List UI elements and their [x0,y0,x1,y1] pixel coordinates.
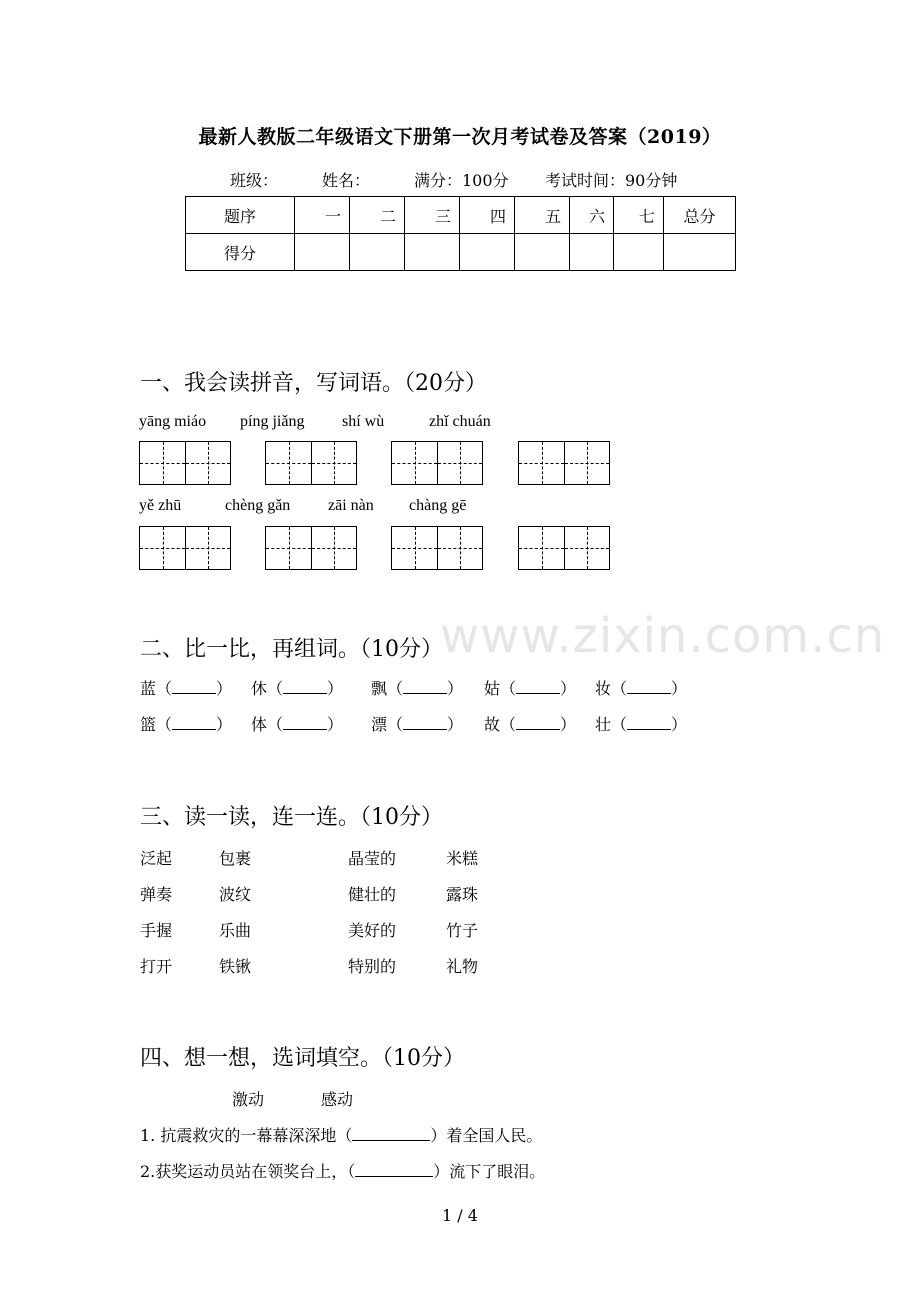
grid-cell[interactable] [564,442,609,484]
question-text: 1. 抗震救灾的一幕幕深深地（ [140,1126,353,1145]
match-word[interactable]: 特别的 [348,957,397,976]
score-header-cell: 二 [350,197,405,234]
answer-blank[interactable] [172,715,216,730]
match-word[interactable]: 健壮的 [348,885,397,904]
name-label: 姓名： [322,171,371,190]
score-table-score-row [186,234,736,271]
match-word[interactable]: 露珠 [446,885,479,904]
score-header-cell: 五 [515,197,570,234]
score-header-cell: 一 [295,197,350,234]
match-word[interactable]: 米糕 [446,849,479,868]
match-word[interactable]: 波纹 [219,885,252,904]
writing-grid[interactable] [139,526,231,570]
match-word[interactable]: 打开 [140,957,173,976]
match-word[interactable]: 晶莹的 [348,849,397,868]
writing-grid[interactable] [391,441,483,485]
question-text: ）流下了眼泪。 [433,1162,546,1181]
compare-char: 妆 [595,679,612,698]
class-label: 班级： [230,171,279,190]
word-option: 感动 [321,1090,354,1109]
question-text: ）着全国人民。 [430,1126,543,1145]
grid-cell[interactable] [564,527,609,569]
writing-grid[interactable] [265,526,357,570]
writing-grid[interactable] [518,526,610,570]
answer-blank[interactable] [627,715,671,730]
score-input-cell[interactable] [350,234,405,271]
compare-item: 漂（ ） [371,715,464,734]
compare-char: 壮 [595,715,612,734]
writing-grid[interactable] [265,441,357,485]
score-input-cell[interactable] [460,234,515,271]
score-input-cell[interactable] [664,234,736,271]
compare-char: 漂 [371,715,388,734]
compare-char: 休 [251,679,268,698]
question-text: 2.获奖运动员站在领奖台上，（ [140,1162,356,1181]
answer-blank[interactable] [516,715,560,730]
compare-char: 故 [484,715,501,734]
pinyin-label: píng jiǎng [240,413,305,430]
match-word[interactable]: 礼物 [446,957,479,976]
page-number: 1 / 4 [442,1206,478,1225]
answer-blank[interactable] [627,679,671,694]
match-word[interactable]: 竹子 [446,921,479,940]
compare-item: 篮（ ） [140,715,233,734]
score-header-cell: 四 [460,197,515,234]
answer-blank[interactable] [352,1126,430,1141]
section2-heading: 二、比一比，再组词。（10分） [140,637,443,662]
match-word[interactable]: 乐曲 [219,921,252,940]
match-word[interactable]: 包裹 [219,849,252,868]
compare-char: 体 [251,715,268,734]
answer-blank[interactable] [355,1162,433,1177]
question-2 [140,1159,545,1182]
score-input-cell[interactable] [570,234,614,271]
grid-cell[interactable] [185,442,230,484]
match-word[interactable]: 弹奏 [140,885,173,904]
answer-blank[interactable] [403,679,447,694]
writing-grid[interactable] [518,441,610,485]
compare-item: 妆（ ） [595,679,688,698]
grid-cell[interactable] [311,527,356,569]
answer-blank[interactable] [516,679,560,694]
page-title: 最新人教版二年级语文下册第一次月考试卷及答案（2019） [198,126,722,148]
score-header-cell: 题序 [186,197,295,234]
question-1 [140,1123,542,1146]
score-header-cell: 七 [614,197,664,234]
pinyin-label: yāng miáo [139,413,207,430]
answer-blank[interactable] [172,679,216,694]
grid-cell[interactable] [266,527,311,569]
grid-cell[interactable] [437,442,482,484]
compare-char: 篮 [140,715,157,734]
grid-cell[interactable] [311,442,356,484]
writing-grid[interactable] [391,526,483,570]
full-score-label: 满分：100分 [414,171,509,190]
compare-item: 体（ ） [251,715,344,734]
grid-cell[interactable] [185,527,230,569]
section1-heading: 一、我会读拼音，写词语。（20分） [140,371,487,396]
compare-item: 姑（ ） [484,679,577,698]
word-option: 激动 [232,1090,265,1109]
grid-cell[interactable] [392,527,437,569]
answer-blank[interactable] [403,715,447,730]
score-input-cell[interactable] [405,234,460,271]
compare-item: 休（ ） [251,679,344,698]
pinyin-label: shí wù [342,413,385,430]
match-word[interactable]: 铁锹 [219,957,252,976]
match-word[interactable]: 手握 [140,921,173,940]
score-row-label: 得分 [186,234,295,271]
compare-char: 蓝 [140,679,157,698]
pinyin-label: yě zhū [139,497,182,514]
grid-cell[interactable] [140,442,185,484]
answer-blank[interactable] [283,715,327,730]
score-header-cell: 六 [570,197,614,234]
grid-cell[interactable] [392,442,437,484]
compare-item: 壮（ ） [595,715,688,734]
score-table [185,196,736,271]
watermark: www.zixin.com.cn [440,608,886,664]
compare-item: 蓝（ ） [140,679,233,698]
grid-cell[interactable] [266,442,311,484]
grid-cell[interactable] [140,527,185,569]
grid-cell[interactable] [519,442,564,484]
match-word[interactable]: 美好的 [348,921,397,940]
score-input-cell[interactable] [295,234,350,271]
section4-heading: 四、想一想，选词填空。（10分） [140,1046,465,1071]
pinyin-label: zhǐ chuán [429,413,491,430]
score-table-header-row [186,197,736,234]
compare-char: 姑 [484,679,501,698]
writing-grid[interactable] [139,441,231,485]
answer-blank[interactable] [283,679,327,694]
score-header-cell: 总分 [664,197,736,234]
compare-char: 飘 [371,679,388,698]
match-word[interactable]: 泛起 [140,849,173,868]
pinyin-label: chèng gǎn [225,497,291,514]
exam-time-label: 考试时间：90分钟 [545,171,678,190]
compare-item: 故（ ） [484,715,577,734]
compare-item: 飘（ ） [371,679,464,698]
score-header-cell: 三 [405,197,460,234]
pinyin-label: zāi nàn [328,497,374,514]
grid-cell[interactable] [437,527,482,569]
pinyin-label: chàng gē [409,497,467,514]
score-input-cell[interactable] [614,234,664,271]
score-input-cell[interactable] [515,234,570,271]
section3-heading: 三、读一读，连一连。（10分） [140,805,443,830]
grid-cell[interactable] [519,527,564,569]
